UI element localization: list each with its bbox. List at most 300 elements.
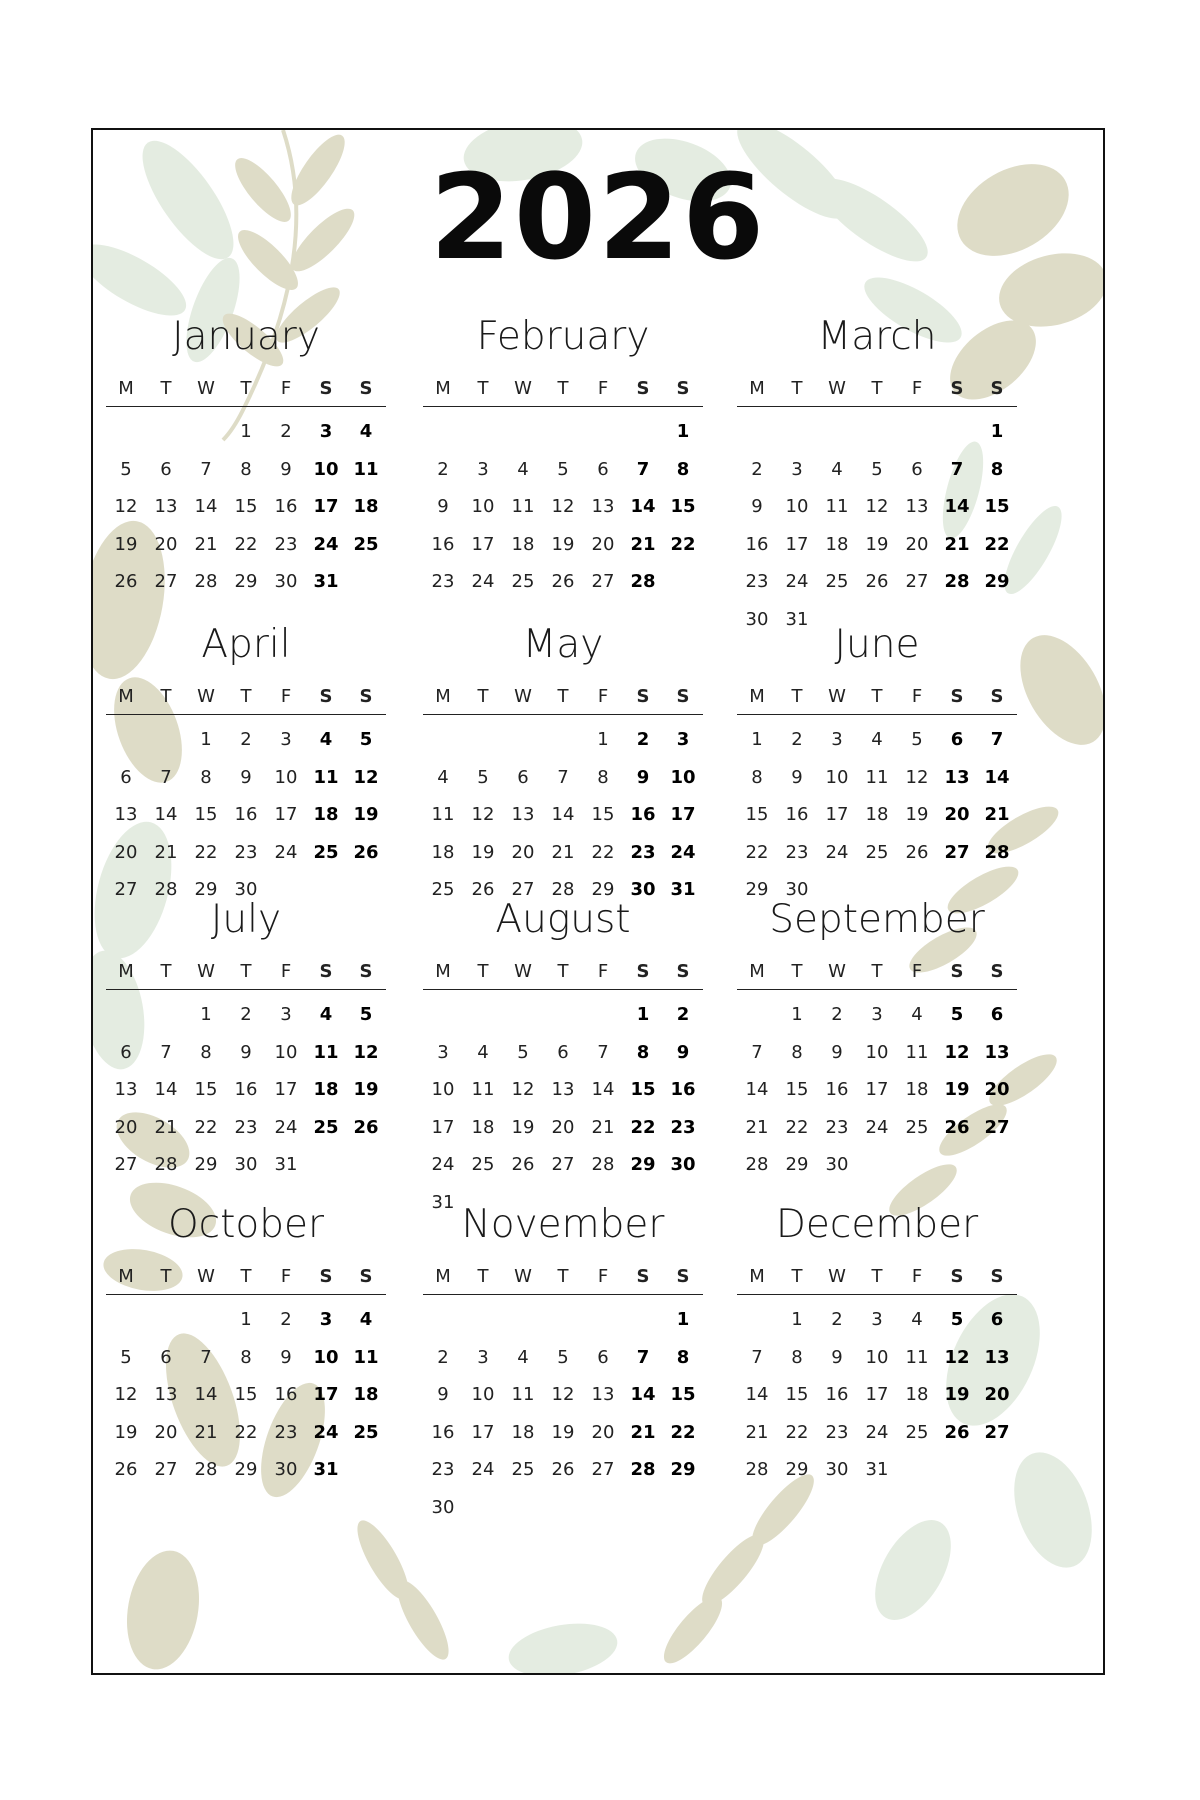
day-cell: 29	[785, 1459, 809, 1480]
day-cell: 21	[630, 1421, 656, 1443]
weekday-label: T	[791, 378, 803, 399]
day-cell: 11	[511, 1384, 535, 1405]
day-cell: 28	[630, 1459, 656, 1480]
empty-cell	[623, 1301, 663, 1339]
day-cell: 16	[825, 1079, 849, 1100]
day-cell: 19	[905, 804, 929, 825]
weekday-label: F	[911, 378, 923, 399]
day-cell: 19	[114, 533, 138, 555]
day-cell: 2	[751, 458, 763, 480]
day-cell: 9	[831, 1346, 843, 1368]
weekday-label: T	[160, 1266, 172, 1287]
month-september	[737, 893, 1017, 1184]
day-cell: 3	[791, 458, 803, 480]
day-cell: 18	[313, 1079, 339, 1100]
weekday-label: S	[950, 378, 964, 399]
day-cell: 27	[591, 571, 615, 592]
empty-cell	[583, 1301, 623, 1339]
empty-cell	[106, 1301, 146, 1339]
weekday-label: S	[950, 686, 964, 707]
day-cell: 3	[871, 1004, 883, 1025]
day-cell: 1	[676, 421, 690, 442]
day-cell: 16	[274, 1384, 298, 1405]
day-cell: 6	[597, 458, 609, 480]
day-cell: 9	[240, 766, 252, 788]
day-cell: 6	[557, 1041, 569, 1063]
days-grid	[737, 721, 1017, 909]
weekday-label: F	[911, 1266, 923, 1287]
day-cell: 31	[313, 571, 339, 592]
day-cell: 27	[511, 879, 535, 900]
weekday-label: T	[871, 378, 883, 399]
weekday-label: T	[160, 961, 172, 982]
empty-cell	[503, 721, 543, 759]
day-cell: 29	[745, 879, 769, 900]
day-cell: 5	[477, 766, 489, 788]
day-cell: 14	[745, 1384, 769, 1405]
day-cell: 20	[591, 533, 615, 555]
day-cell: 4	[319, 729, 333, 750]
day-cell: 8	[200, 1041, 212, 1063]
weekday-label: T	[160, 686, 172, 707]
day-cell: 2	[791, 729, 803, 750]
empty-cell	[543, 413, 583, 451]
weekday-label: F	[911, 686, 923, 707]
day-cell: 12	[944, 1346, 970, 1368]
weekday-header	[737, 1264, 1017, 1295]
day-cell: 23	[234, 841, 258, 863]
days-grid	[737, 996, 1017, 1184]
empty-cell	[503, 996, 543, 1034]
day-cell: 25	[471, 1154, 495, 1175]
day-cell: 27	[905, 571, 929, 592]
day-cell: 2	[831, 1309, 843, 1330]
weekday-label: T	[557, 1266, 569, 1287]
day-cell: 20	[154, 1421, 178, 1443]
day-cell: 14	[551, 804, 575, 825]
day-cell: 21	[591, 1116, 615, 1138]
weekday-label: W	[828, 1266, 846, 1287]
day-cell: 18	[471, 1116, 495, 1138]
day-cell: 30	[785, 879, 809, 900]
day-cell: 13	[591, 1384, 615, 1405]
day-cell: 21	[630, 533, 656, 555]
day-cell: 20	[154, 533, 178, 555]
month-november	[423, 1198, 703, 1526]
weekday-label: S	[950, 1266, 964, 1287]
day-cell: 20	[944, 804, 970, 825]
day-cell: 15	[785, 1384, 809, 1405]
day-cell: 18	[865, 804, 889, 825]
day-cell: 16	[745, 533, 769, 555]
day-cell: 16	[670, 1079, 696, 1100]
day-cell: 16	[785, 804, 809, 825]
day-cell: 5	[950, 1309, 964, 1330]
day-cell: 15	[234, 1384, 258, 1405]
day-cell: 11	[313, 1041, 339, 1063]
day-cell: 31	[865, 1459, 889, 1480]
day-cell: 21	[984, 804, 1010, 825]
day-cell: 30	[745, 608, 769, 630]
day-cell: 8	[240, 458, 252, 480]
day-cell: 17	[471, 533, 495, 555]
days-grid	[423, 996, 703, 1221]
day-cell: 14	[194, 1384, 218, 1405]
day-cell: 24	[274, 1116, 298, 1138]
day-cell: 30	[274, 1459, 298, 1480]
day-cell: 14	[984, 766, 1010, 788]
day-cell: 25	[511, 1459, 535, 1480]
empty-cell	[463, 1301, 503, 1339]
day-cell: 20	[511, 841, 535, 863]
day-cell: 4	[319, 1004, 333, 1025]
weekday-label: M	[435, 961, 451, 982]
weekday-label: W	[514, 686, 532, 707]
day-cell: 25	[353, 533, 379, 555]
day-cell: 10	[865, 1041, 889, 1063]
empty-cell	[106, 721, 146, 759]
weekday-label: F	[597, 961, 609, 982]
day-cell: 22	[630, 1116, 656, 1138]
weekday-label: T	[871, 1266, 883, 1287]
day-cell: 18	[353, 496, 379, 517]
day-cell: 11	[313, 766, 339, 788]
day-cell: 31	[274, 1154, 298, 1175]
empty-cell	[503, 413, 543, 451]
day-cell: 16	[630, 804, 656, 825]
day-cell: 28	[944, 571, 970, 592]
weekday-label: S	[319, 961, 333, 982]
day-cell: 18	[905, 1384, 929, 1405]
day-cell: 25	[431, 879, 455, 900]
day-cell: 24	[825, 841, 849, 863]
empty-cell	[186, 1301, 226, 1339]
day-cell: 8	[597, 766, 609, 788]
day-cell: 13	[551, 1079, 575, 1100]
day-cell: 11	[905, 1041, 929, 1063]
day-cell: 2	[437, 458, 449, 480]
day-cell: 12	[114, 1384, 138, 1405]
day-cell: 7	[557, 766, 569, 788]
day-cell: 6	[990, 1004, 1004, 1025]
day-cell: 6	[160, 1346, 172, 1368]
day-cell: 13	[591, 496, 615, 517]
month-name: July	[210, 897, 282, 942]
day-cell: 26	[114, 571, 138, 592]
day-cell: 1	[597, 729, 609, 750]
day-cell: 17	[471, 1421, 495, 1443]
day-cell: 12	[114, 496, 138, 517]
day-cell: 21	[944, 533, 970, 555]
day-cell: 27	[114, 1154, 138, 1175]
day-cell: 20	[984, 1384, 1010, 1405]
day-cell: 30	[630, 879, 656, 900]
empty-cell	[423, 1301, 463, 1339]
empty-cell	[146, 996, 186, 1034]
day-cell: 14	[630, 1384, 656, 1405]
day-cell: 9	[280, 458, 292, 480]
day-cell: 27	[591, 1459, 615, 1480]
month-april	[106, 618, 386, 909]
empty-cell	[423, 996, 463, 1034]
day-cell: 27	[154, 571, 178, 592]
day-cell: 26	[944, 1421, 970, 1443]
weekday-header	[106, 959, 386, 990]
day-cell: 22	[670, 1421, 696, 1443]
day-cell: 23	[670, 1116, 696, 1138]
day-cell: 6	[597, 1346, 609, 1368]
day-cell: 20	[551, 1116, 575, 1138]
day-cell: 7	[950, 458, 964, 480]
day-cell: 19	[471, 841, 495, 863]
empty-cell	[737, 1301, 777, 1339]
weekday-label: T	[557, 961, 569, 982]
day-cell: 12	[551, 496, 575, 517]
day-cell: 29	[234, 571, 258, 592]
day-cell: 28	[551, 879, 575, 900]
weekday-label: F	[280, 961, 292, 982]
day-cell: 5	[871, 458, 883, 480]
day-cell: 27	[114, 879, 138, 900]
empty-cell	[777, 413, 817, 451]
day-cell: 1	[200, 1004, 212, 1025]
day-cell: 7	[990, 729, 1004, 750]
day-cell: 30	[670, 1154, 696, 1175]
day-cell: 15	[194, 1079, 218, 1100]
day-cell: 3	[676, 729, 690, 750]
day-cell: 4	[359, 1309, 373, 1330]
empty-cell	[106, 413, 146, 451]
day-cell: 3	[319, 1309, 333, 1330]
day-cell: 26	[511, 1154, 535, 1175]
day-cell: 20	[984, 1079, 1010, 1100]
day-cell: 4	[359, 421, 373, 442]
empty-cell	[737, 413, 777, 451]
day-cell: 13	[154, 496, 178, 517]
day-cell: 19	[114, 1421, 138, 1443]
day-cell: 22	[984, 533, 1010, 555]
day-cell: 25	[865, 841, 889, 863]
day-cell: 21	[154, 1116, 178, 1138]
day-cell: 15	[234, 496, 258, 517]
day-cell: 13	[114, 804, 138, 825]
day-cell: 8	[751, 766, 763, 788]
day-cell: 24	[865, 1116, 889, 1138]
weekday-label: S	[319, 378, 333, 399]
weekday-label: S	[636, 961, 650, 982]
day-cell: 9	[636, 766, 650, 788]
day-cell: 7	[160, 1041, 172, 1063]
day-cell: 22	[234, 533, 258, 555]
day-cell: 29	[591, 879, 615, 900]
day-cell: 17	[865, 1079, 889, 1100]
days-grid	[737, 413, 1017, 638]
weekday-label: T	[557, 686, 569, 707]
day-cell: 20	[905, 533, 929, 555]
day-cell: 7	[751, 1041, 763, 1063]
day-cell: 21	[154, 841, 178, 863]
day-cell: 29	[984, 571, 1010, 592]
day-cell: 17	[274, 804, 298, 825]
day-cell: 24	[431, 1154, 455, 1175]
day-cell: 14	[591, 1079, 615, 1100]
day-cell: 1	[240, 1309, 252, 1330]
weekday-label: M	[118, 378, 134, 399]
day-cell: 23	[274, 1421, 298, 1443]
empty-cell	[543, 996, 583, 1034]
weekday-header	[737, 376, 1017, 407]
weekday-label: T	[240, 378, 252, 399]
empty-cell	[583, 996, 623, 1034]
day-cell: 21	[745, 1116, 769, 1138]
day-cell: 7	[200, 1346, 212, 1368]
day-cell: 30	[234, 879, 258, 900]
weekday-label: S	[636, 378, 650, 399]
day-cell: 25	[905, 1116, 929, 1138]
weekday-label: F	[597, 1266, 609, 1287]
day-cell: 26	[353, 1116, 379, 1138]
day-cell: 15	[591, 804, 615, 825]
day-cell: 28	[630, 571, 656, 592]
weekday-label: T	[791, 686, 803, 707]
day-cell: 13	[984, 1346, 1010, 1368]
weekday-label: S	[359, 1266, 373, 1287]
weekday-label: S	[676, 686, 690, 707]
weekday-label: S	[990, 961, 1004, 982]
day-cell: 11	[471, 1079, 495, 1100]
day-cell: 5	[359, 1004, 373, 1025]
day-cell: 17	[865, 1384, 889, 1405]
day-cell: 27	[984, 1421, 1010, 1443]
day-cell: 10	[785, 496, 809, 517]
day-cell: 26	[944, 1116, 970, 1138]
day-cell: 19	[551, 1421, 575, 1443]
weekday-label: T	[160, 378, 172, 399]
day-cell: 26	[865, 571, 889, 592]
month-name: December	[775, 1202, 979, 1247]
day-cell: 2	[636, 729, 650, 750]
weekday-label: M	[118, 686, 134, 707]
day-cell: 23	[785, 841, 809, 863]
day-cell: 3	[437, 1041, 449, 1063]
day-cell: 3	[831, 729, 843, 750]
day-cell: 16	[234, 1079, 258, 1100]
day-cell: 31	[431, 1191, 455, 1213]
day-cell: 28	[745, 1154, 769, 1175]
day-cell: 16	[431, 533, 455, 555]
day-cell: 31	[785, 608, 809, 630]
weekday-label: M	[435, 378, 451, 399]
day-cell: 28	[194, 1459, 218, 1480]
day-cell: 29	[194, 1154, 218, 1175]
day-cell: 6	[120, 766, 132, 788]
day-cell: 13	[944, 766, 970, 788]
day-cell: 26	[551, 1459, 575, 1480]
days-grid	[423, 721, 703, 909]
day-cell: 18	[313, 804, 339, 825]
day-cell: 12	[471, 804, 495, 825]
weekday-label: F	[280, 686, 292, 707]
day-cell: 12	[551, 1384, 575, 1405]
day-cell: 6	[160, 458, 172, 480]
day-cell: 17	[670, 804, 696, 825]
day-cell: 25	[353, 1421, 379, 1443]
weekday-label: T	[240, 961, 252, 982]
day-cell: 13	[905, 496, 929, 517]
month-name: May	[522, 622, 604, 667]
day-cell: 3	[319, 421, 333, 442]
day-cell: 5	[911, 729, 923, 750]
weekday-label: M	[749, 378, 765, 399]
weekday-header	[106, 1264, 386, 1295]
day-cell: 19	[511, 1116, 535, 1138]
day-cell: 16	[234, 804, 258, 825]
day-cell: 24	[670, 841, 696, 863]
day-cell: 12	[353, 1041, 379, 1063]
day-cell: 27	[944, 841, 970, 863]
day-cell: 2	[676, 1004, 690, 1025]
day-cell: 23	[745, 571, 769, 592]
weekday-label: W	[828, 686, 846, 707]
day-cell: 14	[154, 804, 178, 825]
day-cell: 7	[636, 1346, 650, 1368]
weekday-label: S	[990, 686, 1004, 707]
day-cell: 7	[597, 1041, 609, 1063]
day-cell: 8	[240, 1346, 252, 1368]
day-cell: 24	[785, 571, 809, 592]
weekday-label: W	[514, 1266, 532, 1287]
calendar-frame	[91, 128, 1105, 1675]
day-cell: 28	[984, 841, 1010, 863]
days-grid	[737, 1301, 1017, 1489]
empty-cell	[503, 1301, 543, 1339]
day-cell: 10	[431, 1079, 455, 1100]
day-cell: 18	[431, 841, 455, 863]
day-cell: 14	[944, 496, 970, 517]
day-cell: 21	[551, 841, 575, 863]
weekday-header	[423, 376, 703, 407]
month-name: February	[476, 314, 650, 359]
month-june	[737, 618, 1017, 909]
weekday-label: S	[676, 378, 690, 399]
day-cell: 19	[353, 1079, 379, 1100]
day-cell: 23	[234, 1116, 258, 1138]
day-cell: 29	[194, 879, 218, 900]
day-cell: 22	[785, 1421, 809, 1443]
month-january	[106, 310, 386, 601]
days-grid	[106, 721, 386, 909]
weekday-label: S	[636, 1266, 650, 1287]
day-cell: 31	[670, 879, 696, 900]
day-cell: 23	[274, 533, 298, 555]
day-cell: 10	[274, 1041, 298, 1063]
day-cell: 1	[791, 1004, 803, 1025]
day-cell: 20	[591, 1421, 615, 1443]
day-cell: 30	[431, 1496, 455, 1518]
day-cell: 5	[517, 1041, 529, 1063]
weekday-header	[423, 684, 703, 715]
day-cell: 10	[670, 766, 696, 788]
day-cell: 5	[950, 1004, 964, 1025]
day-cell: 6	[990, 1309, 1004, 1330]
weekday-label: S	[359, 686, 373, 707]
day-cell: 24	[471, 1459, 495, 1480]
day-cell: 17	[313, 1384, 339, 1405]
weekday-label: M	[118, 961, 134, 982]
day-cell: 8	[676, 1346, 690, 1368]
day-cell: 28	[591, 1154, 615, 1175]
day-cell: 22	[670, 533, 696, 555]
